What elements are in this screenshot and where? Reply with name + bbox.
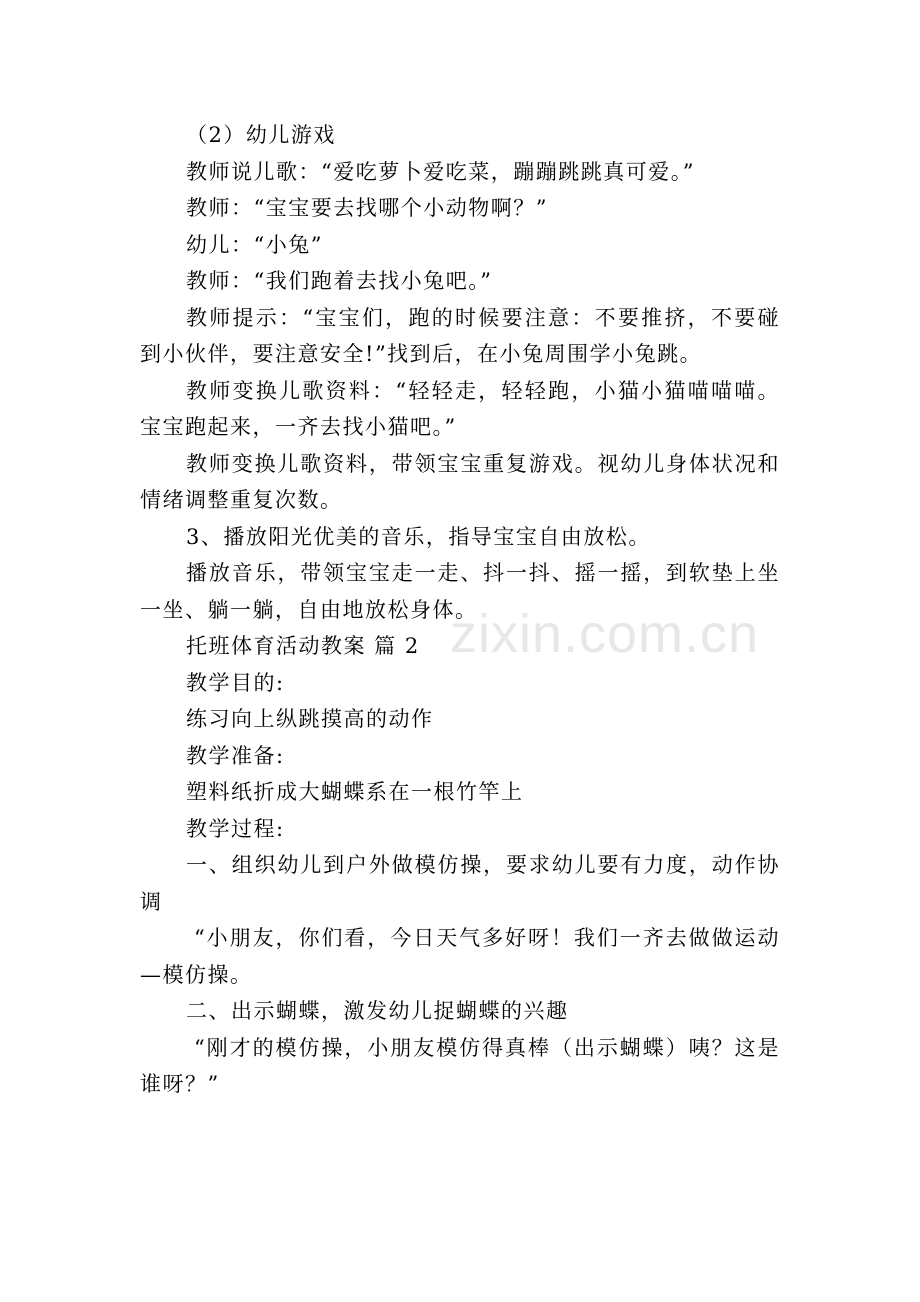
paragraph: 幼儿：“小兔”	[186, 232, 323, 257]
paragraph: 练习向上纵跳摸高的动作	[186, 707, 434, 731]
paragraph: 3、播放阳光优美的音乐，指导宝宝自由放松。	[186, 524, 651, 549]
section-heading: 托班体育活动教案 篇 2	[186, 634, 420, 658]
paragraph: 二、出示蝴蝶，激发幼儿捉蝴蝶的兴趣	[186, 999, 569, 1023]
paragraph: （2）幼儿游戏	[186, 123, 336, 147]
paragraph: 教学过程:	[186, 816, 285, 841]
paragraph: 教师变换儿歌资料，带领宝宝重复游戏。视幼儿身体状况和情绪调整重复次数。	[140, 451, 780, 512]
paragraph: “小朋友，你们看，今日天气多好呀！我们一齐去做做运动—模仿操。	[140, 926, 780, 987]
paragraph: 塑料纸折成大蝴蝶系在一根竹竿上	[186, 780, 524, 804]
paragraph: 教学准备:	[186, 743, 285, 768]
paragraph: 教师：“我们跑着去找小兔吧。”	[186, 269, 493, 293]
paragraph: 教师说儿歌：“爱吃萝卜爱吃菜，蹦蹦跳跳真可爱。”	[186, 159, 695, 184]
paragraph: 播放音乐，带领宝宝走一走、抖一抖、摇一摇，到软垫上坐一坐、躺一躺，自由地放松身体。	[140, 561, 780, 622]
paragraph: “刚才的模仿操，小朋友模仿得真棒（出示蝴蝶）咦？这是谁呀？”	[140, 1035, 780, 1096]
paragraph: 教师变换儿歌资料：“轻轻走，轻轻跑，小猫小猫喵喵喵。宝宝跑起来，一齐去找小猫吧。”	[140, 378, 780, 439]
document-body	[140, 117, 780, 1103]
paragraph: 教师：“宝宝要去找哪个小动物啊？”	[186, 196, 548, 220]
paragraph: 教学目的:	[186, 670, 285, 695]
paragraph: 一、组织幼儿到户外做模仿操，要求幼儿要有力度，动作协调	[140, 853, 780, 914]
paragraph: 教师提示：“宝宝们，跑的时候要注意：不要推挤，不要碰到小伙伴，要注意安全!”找到后，在小兔周围学小兔跳。	[140, 305, 780, 366]
watermark: zixin.com.cn	[450, 604, 760, 664]
